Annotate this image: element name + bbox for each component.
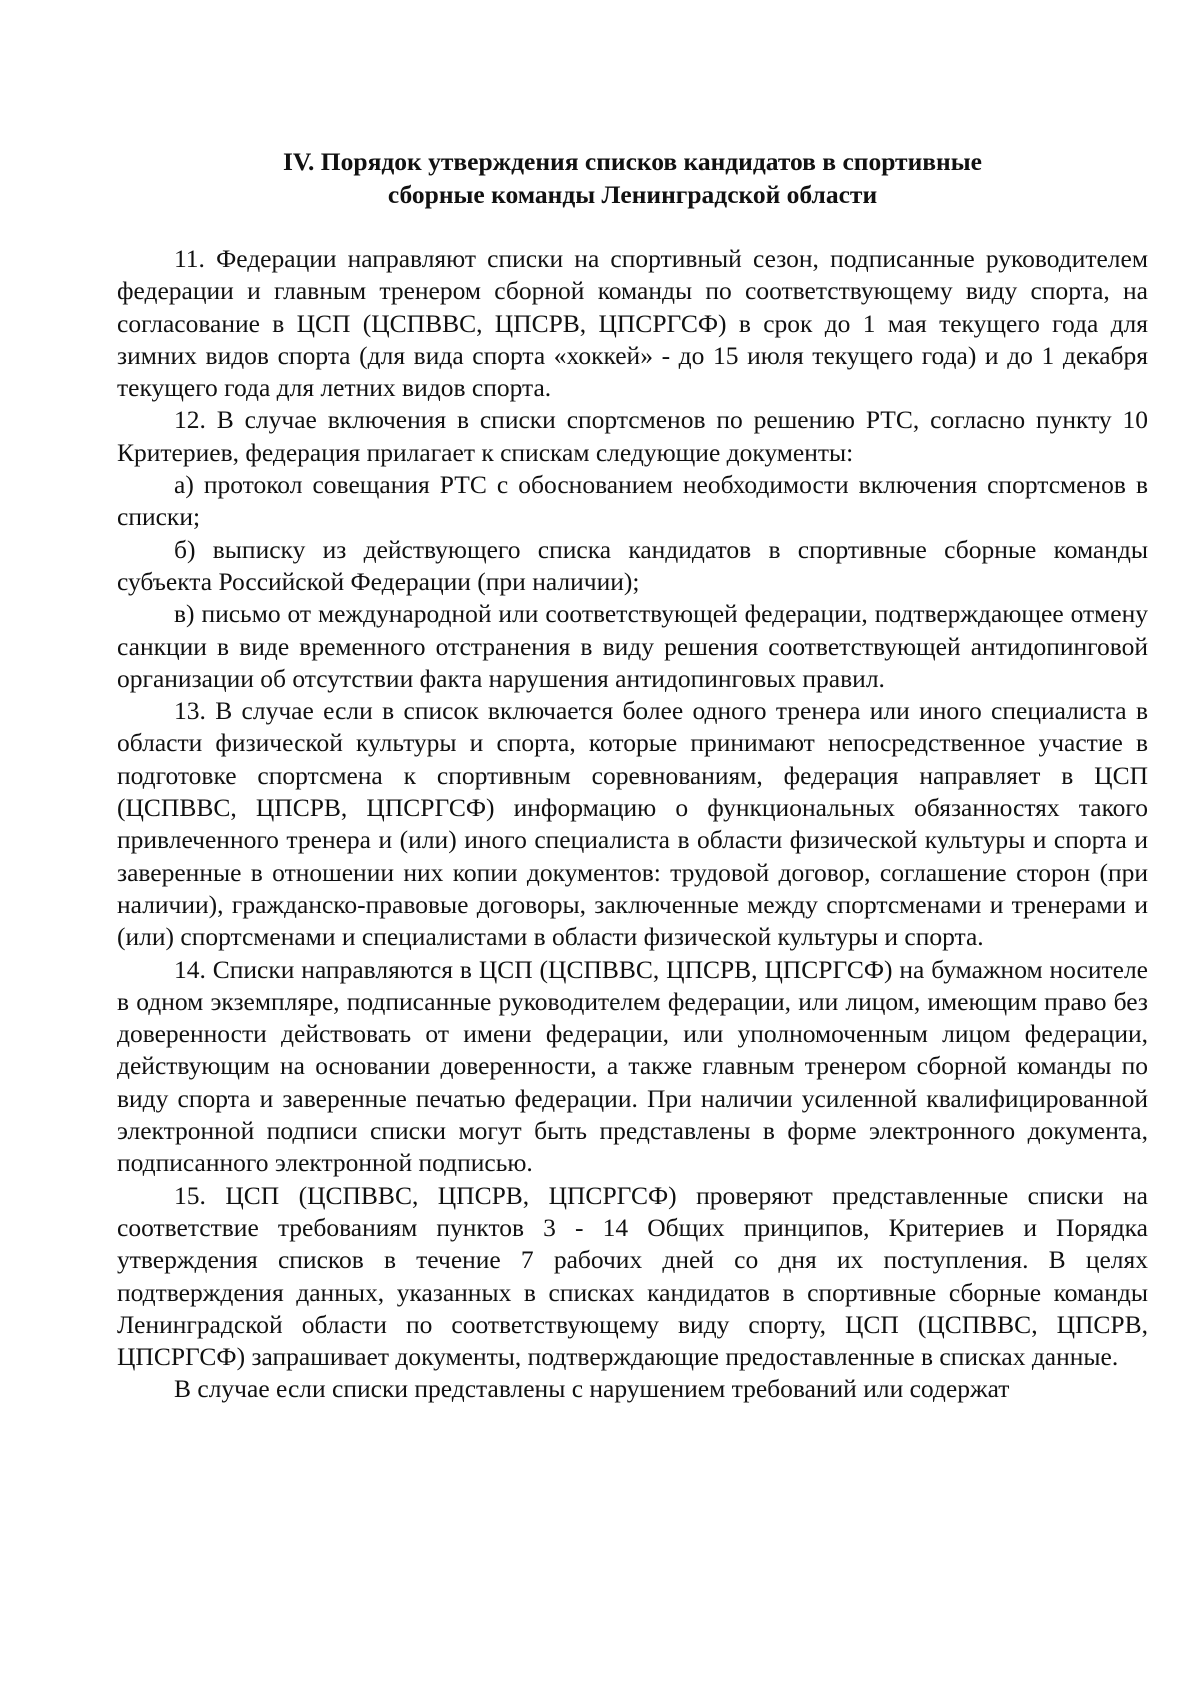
paragraph-14: 14. Списки направляются в ЦСП (ЦСПВВС, ЦПСРВ, ЦПСРГСФ) на бумажном носителе в одном экземпляре, подписанные руководителем федерации, или лицом, имеющим право без доверенности действовать от имени федерации, или уполномоченным лицом федерации, действующим на основании доверенности, а также главным тренером сборной команды по виду спорта и заверенные печатью федерации. При наличии усиленной квалифицированной электронной подписи списки могут быть представлены в форме электронного документа, подписанного электронной подписью. [117,954,1148,1178]
paragraph-15: 15. ЦСП (ЦСПВВС, ЦПСРВ, ЦПСРГСФ) проверяют представленные списки на соответствие требованиям пунктов 3 - 14 Общих принципов, Критериев и Порядка утверждения списков в течение 7 рабочих дней со дня их поступления. В целях подтверждения данных, указанных в списках кандидатов в спортивные сборные команды Ленинградской области по соответствующему виду спорту, ЦСП (ЦСПВВС, ЦПСРВ, ЦПСРГСФ) запрашивает документы, подтверждающие предоставленные в списках данные. [117,1180,1148,1372]
paragraph-11: 11. Федерации направляют списки на спортивный сезон, подписанные руководителем федерации и главным тренером сборной команды по соответствующему виду спорта, на согласование в ЦСП (ЦСПВВС, ЦПСРВ, ЦПСРГСФ) в срок до 1 мая текущего года для зимних видов спорта (для вида спорта «хоккей» - до 15 июля текущего года) и до 1 декабря текущего года для летних видов спорта. [117,244,1148,403]
document-page [117,146,1148,1406]
section-heading [117,146,1148,211]
paragraph-12-item-v: в) письмо от международной или соответствующей федерации, подтверждающее отмену санкции в виде временного отстранения в виду решения соответствующей антидопинговой организации об отсутствии факта нарушения антидопинговых правил. [117,599,1148,693]
section-heading-line-2: сборные команды Ленинградской области [387,179,878,209]
section-heading-line-1: IV. Порядок утверждения списков кандидатов в спортивные [283,147,982,176]
paragraph-12-item-b: б) выписку из действующего списка кандидатов в спортивные сборные команды субъекта Российской Федерации (при наличии); [117,534,1148,596]
paragraph-12-item-a: а) протокол совещания РТС с обоснованием необходимости включения спортсменов в списки; [117,470,1148,532]
paragraph-13: 13. В случае если в список включается более одного тренера или иного специалиста в области физической культуры и спорта, которые принимают непосредственное участие в подготовке спортсмена к спортивным соревнованиям, федерация направляет в ЦСП (ЦСПВВС, ЦПСРВ, ЦПСРГСФ) информацию о функциональных обязанностях такого привлеченного тренера и (или) иного специалиста в области физической культуры и спорта и заверенные в отношении них копии документов: трудовой договор, соглашение сторон (при наличии), гражданско-правовые договоры, заключенные между спортсменами и тренерами и (или) спортсменами и специалистами в области физической культуры и спорта. [117,696,1148,952]
paragraph-15-continuation: В случае если списки представлены с нарушением требований или содержат [174,1374,1010,1404]
paragraph-12: 12. В случае включения в списки спортсменов по решению РТС, согласно пункту 10 Критериев, федерация прилагает к спискам следующие документы: [117,405,1148,467]
